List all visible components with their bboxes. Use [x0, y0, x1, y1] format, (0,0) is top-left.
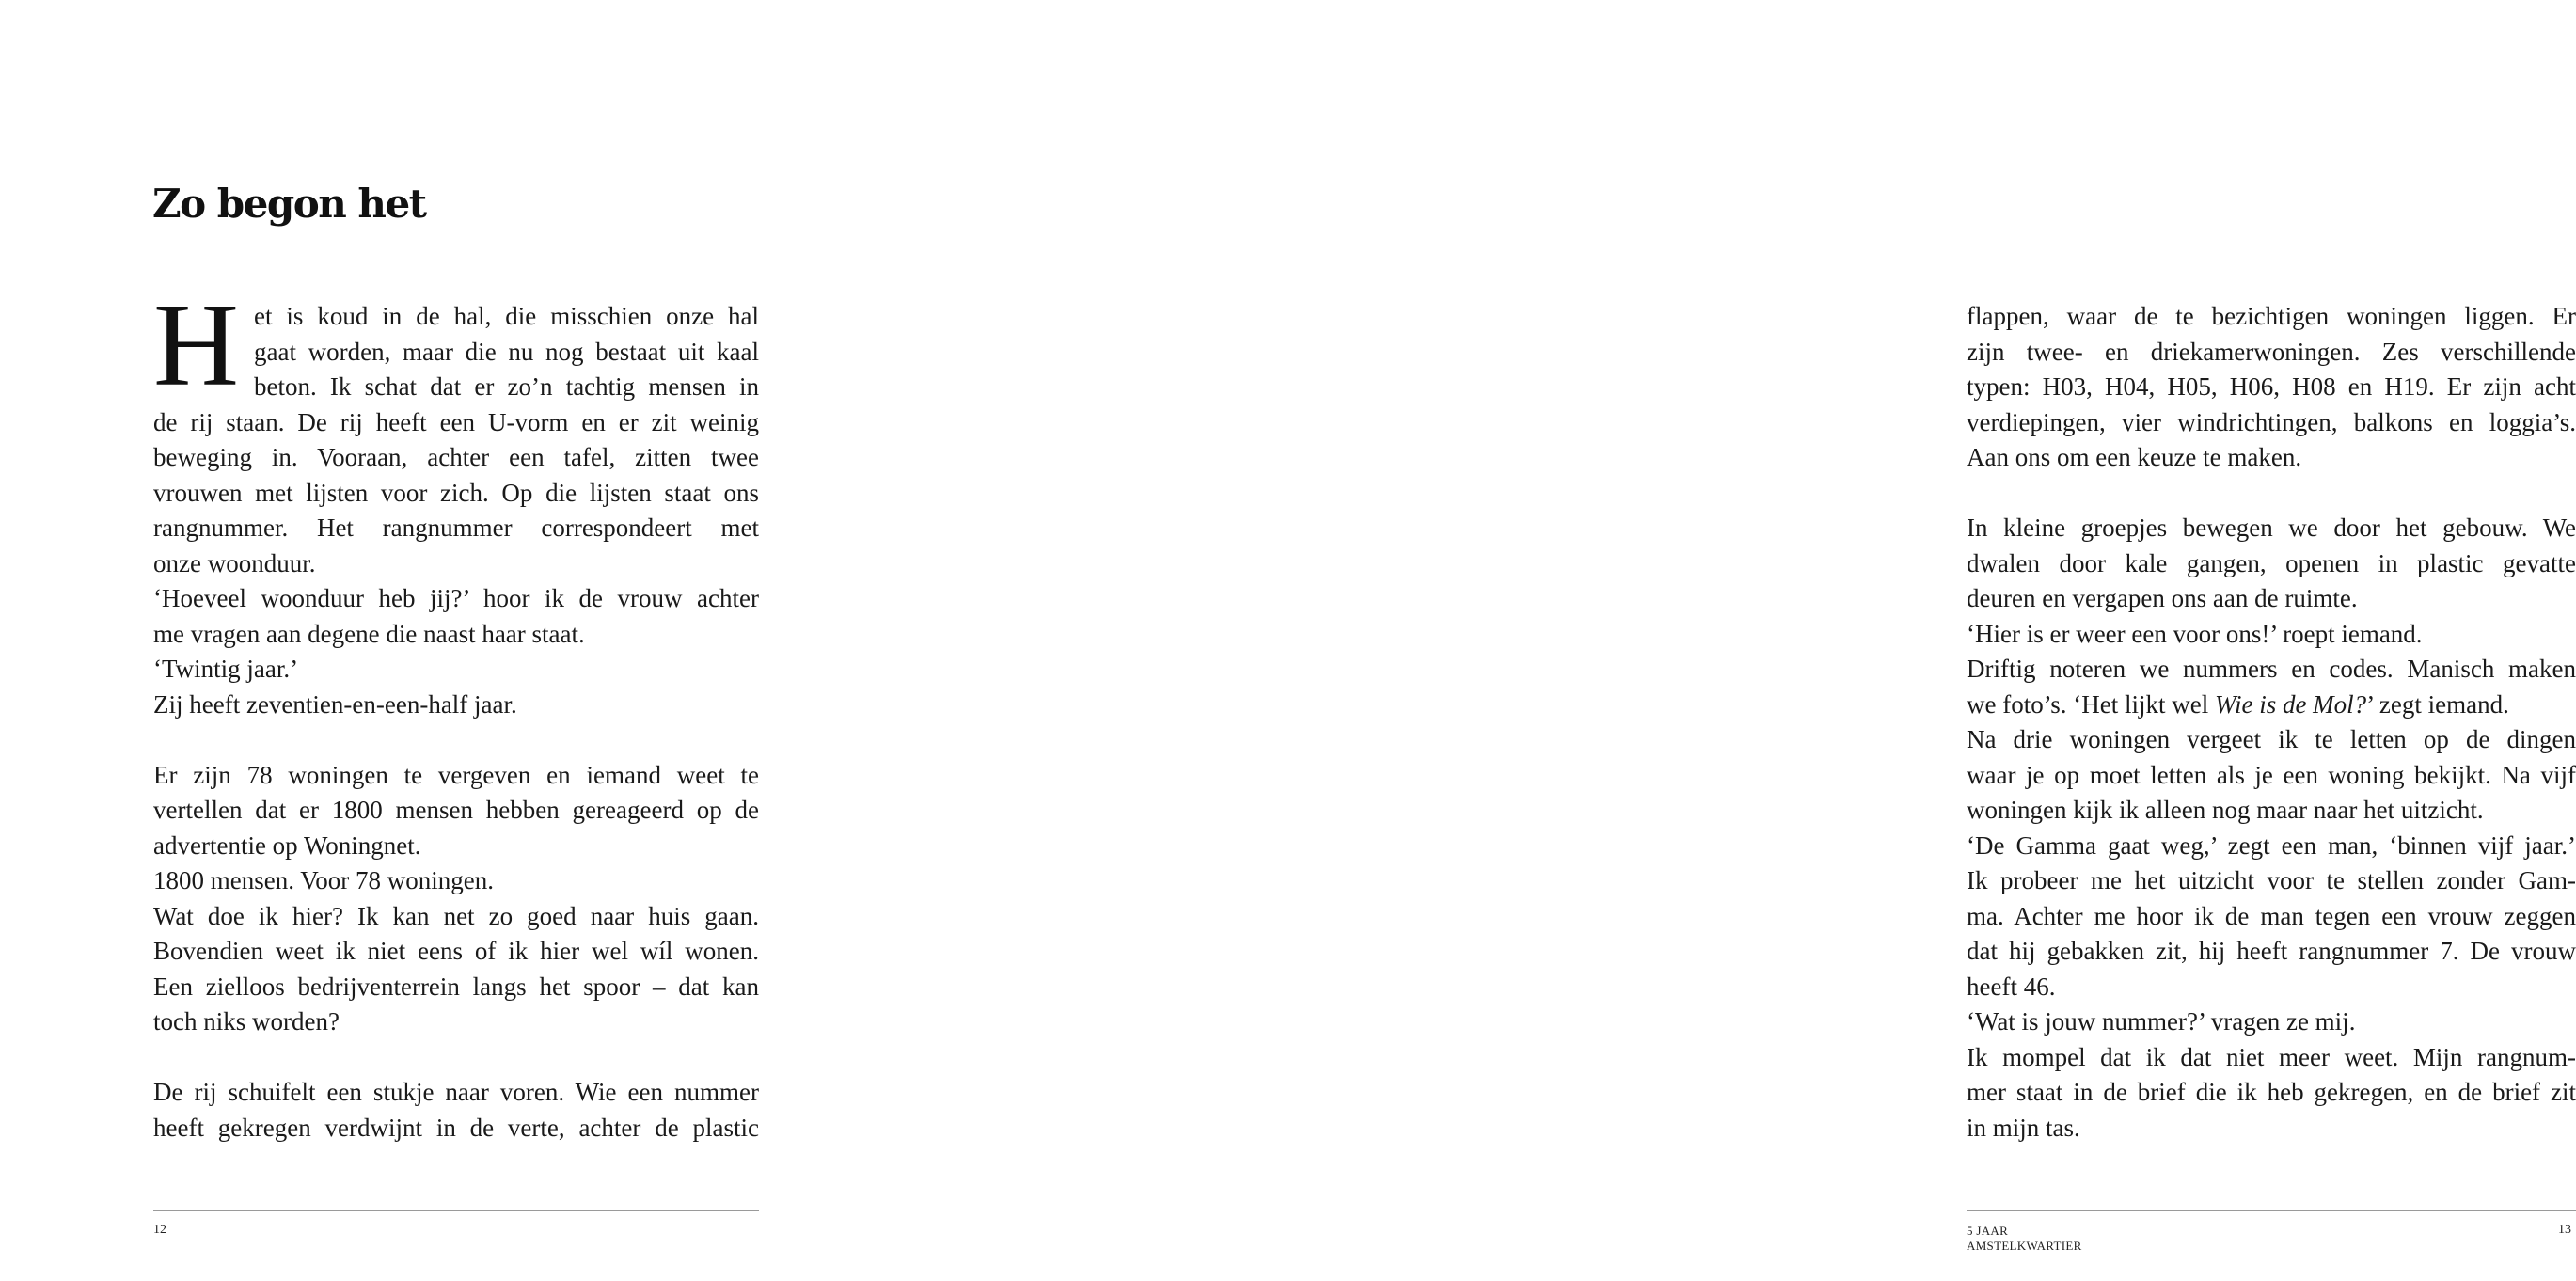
text-line: In kleine groepjes bewegen we door het gebouw. We	[1967, 514, 2576, 542]
drop-cap: H	[153, 280, 239, 411]
text-line: mer staat in de brief die ik heb gekregen, en de brief zit	[1967, 1078, 2576, 1106]
text-line: beton. Ik schat dat er zo’n tachtig mensen in	[254, 372, 759, 401]
text-line: ‘Hier is er weer een voor ons!’ roept iemand.	[1967, 619, 2423, 648]
text-line: ma. Achter me hoor ik de man tegen een vrouw zeggen	[1967, 901, 2576, 930]
text-line: vrouwen met lijsten voor zich. Op die lijsten staat ons	[153, 478, 759, 507]
text-line: heeft gekregen verdwijnt in de verte, achter de plastic	[153, 1113, 759, 1142]
text-line: woningen kijk ik alleen nog maar naar het uitzicht.	[1967, 796, 2484, 824]
text-line: me vragen aan degene die naast haar staat.	[153, 619, 585, 648]
text-line: advertentie op Woningnet.	[153, 830, 421, 860]
text-line: waar je op moet letten als je een woning bekijkt. Na vijf	[1967, 760, 2576, 789]
text-line: rangnummer. Het rangnummer correspondeert met	[153, 514, 759, 542]
footer-rule	[1967, 1210, 2576, 1211]
text-line: flappen, waar de te bezichtigen woningen liggen. Er	[1967, 302, 2576, 330]
text-line: Zij heeft zeventien-en-een-half jaar.	[153, 689, 517, 719]
text-line: et is koud in de hal, die misschien onze hal	[254, 302, 759, 330]
text-line: Driftig noteren we nummers en codes. Manisch maken	[1967, 655, 2576, 683]
text-line: onze woonduur.	[153, 548, 316, 577]
text-line: verdiepingen, vier windrichtingen, balkons en loggia’s.	[1967, 407, 2576, 436]
text-line: ‘De Gamma gaat weg,’ zegt een man, ‘binnen vijf jaar.’	[1967, 830, 2576, 860]
italic-title: Wie is de Mol?	[2214, 689, 2367, 719]
text-line: Wat doe ik hier? Ik kan net zo goed naar huis gaan.	[153, 901, 759, 930]
text-line: typen: H03, H04, H05, H06, H08 en H19. Er zijn acht	[1967, 372, 2576, 401]
text-line: 1800 mensen. Voor 78 woningen.	[153, 866, 494, 894]
chapter-title: Zo begon het	[152, 181, 426, 227]
text-line: in mijn tas.	[1967, 1113, 2080, 1142]
text-line: Er zijn 78 woningen te vergeven en iemand weet te	[153, 760, 759, 789]
text-line: ‘Twintig jaar.’	[153, 655, 299, 683]
text-line: Na drie woningen vergeet ik te letten op de dingen	[1967, 725, 2576, 753]
left-page	[0, 0, 903, 1281]
text-line: De rij schuifelt een stukje naar voren. Wie een nummer	[153, 1078, 759, 1106]
text-line: Aan ons om een keuze te maken.	[1967, 443, 2302, 471]
text-line: Ik mompel dat ik dat niet meer weet. Mijn rangnum-	[1967, 1042, 2576, 1071]
text-line: de rij staan. De rij heeft een U-vorm en er zit weinig	[153, 407, 759, 436]
page-number-right: 13	[2558, 1223, 2571, 1237]
text-line: ‘Hoeveel woonduur heb jij?’ hoor ik de vrouw achter	[153, 584, 759, 612]
text-line: dwalen door kale gangen, openen in plastic gevatte	[1967, 548, 2576, 577]
text-line: zijn twee- en driekamerwoningen. Zes verschillende	[1967, 337, 2576, 366]
text-line: deuren en vergapen ons aan de ruimte.	[1967, 584, 2358, 612]
text-line: vertellen dat er 1800 mensen hebben gereageerd op de	[153, 796, 759, 824]
footer-rule	[153, 1210, 759, 1211]
left-body-text	[153, 280, 759, 1146]
text-line: beweging in. Vooraan, achter een tafel, zitten twee	[153, 443, 759, 471]
paragraph-gap	[1967, 476, 2576, 512]
paragraph-gap	[153, 722, 759, 758]
text-line: we foto’s. ‘Het lijkt wel Wie is de Mol?’ zegt iemand.	[1967, 689, 2509, 719]
running-head: 5 JAAR AMSTELKWARTIER	[1967, 1224, 2082, 1253]
right-body-text	[1967, 299, 2576, 1146]
text-line: dat hij gebakken zit, hij heeft rangnummer 7. De vrouw	[1967, 937, 2576, 965]
text-line: heeft 46.	[1967, 972, 2056, 1001]
text-line: Een zielloos bedrijventerrein langs het spoor – dat kan	[153, 972, 759, 1001]
right-page	[903, 0, 2576, 1281]
text-line: gaat worden, maar die nu nog bestaat uit kaal	[254, 337, 759, 366]
text-line: toch niks worden?	[153, 1007, 340, 1036]
text-line: Bovendien weet ik niet eens of ik hier wel wíl wonen.	[153, 937, 759, 965]
text-line: Ik probeer me het uitzicht voor te stellen zonder Gam-	[1967, 866, 2576, 894]
text-line: ‘Wat is jouw nummer?’ vragen ze mij.	[1967, 1007, 2356, 1036]
paragraph-gap	[153, 1040, 759, 1076]
page-number-left: 12	[153, 1223, 166, 1237]
